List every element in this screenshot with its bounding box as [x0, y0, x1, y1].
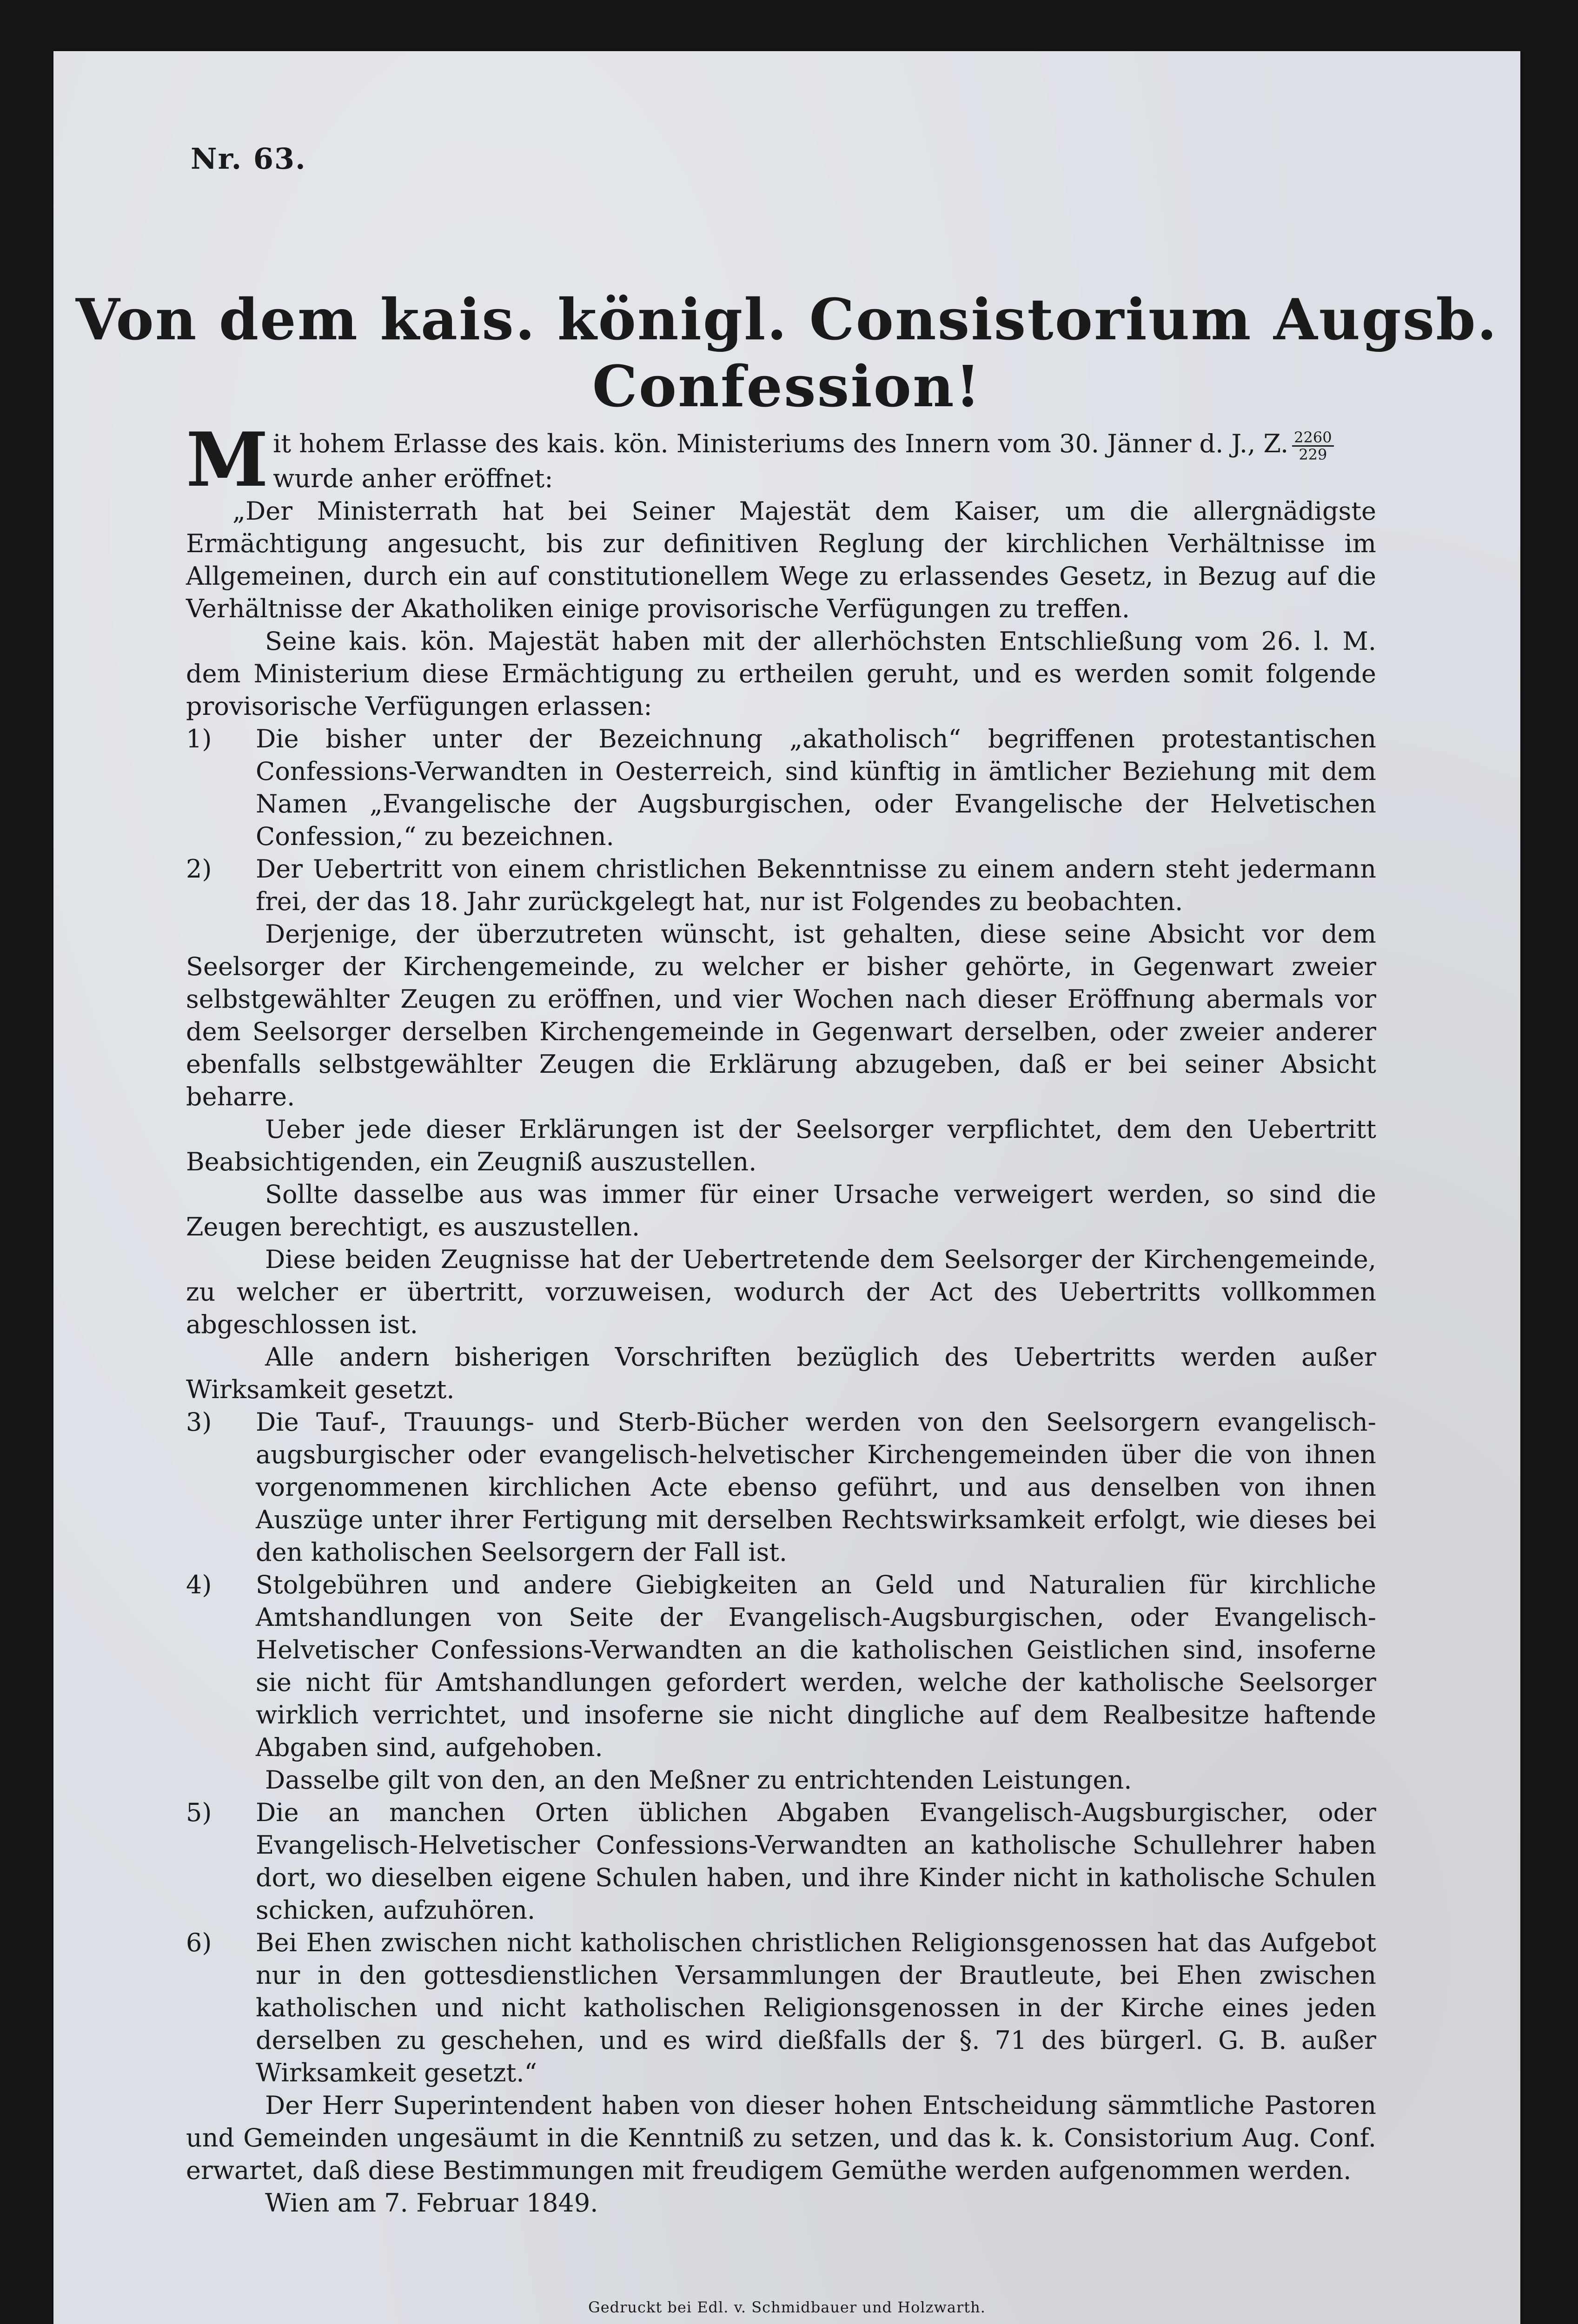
- document-number: Nr. 63.: [191, 142, 306, 176]
- sub-paragraph: Sollte dasselbe aus was immer für einer Ursache verweigert werden, so sind die Zeugen berechtigt, es auszustellen.: [186, 1179, 1376, 1241]
- sub-paragraph: Derjenige, der überzutreten wünscht, ist gehalten, diese seine Absicht vor dem Seelsorger der Kirchengemeinde, zu welcher er bisher gehörte, in Gegenwart zweier selbstgewählter Zeugen zu eröffnen, und vier Wochen nach dieser Eröffnung abermals vor dem Seelsorger derselben Kirchengemeinde in Gegenwart derselben, oder zweier anderer ebenfalls selbstgewählter Zeugen die Erklärung abzugeben, daß er bei seiner Absicht beharre.: [186, 919, 1376, 1111]
- document-sheet: [53, 51, 1520, 2324]
- intro-line-2: wurde anher eröffnet:: [273, 463, 553, 493]
- list-item: [186, 853, 1376, 918]
- document-title: Von dem kais. königl. Consistorium Augsb. Confession!: [75, 286, 1498, 420]
- paragraph-2: Seine kais. kön. Majestät haben mit der allerhöchsten Entschließung vom 26. l. M. dem Ministerium diese Ermächtigung zu ertheilen geruht, und es werden somit folgende provisorische Verfügungen erlassen:: [186, 626, 1376, 721]
- item-marker: 4): [186, 1570, 212, 1599]
- item-text: Der Uebertritt von einem christlichen Bekenntnisse zu einem andern steht jedermann frei, der das 18. Jahr zurückgelegt hat, nur ist Folgendes zu beobachten.: [256, 854, 1376, 916]
- printer-imprint: Gedruckt bei Edl. v. Schmidbauer und Holzwarth.: [588, 2298, 986, 2316]
- list-item: [186, 723, 1376, 853]
- item-text: Die Tauf-, Trauungs- und Sterb-Bücher werden von den Seelsorgern evangelisch-augsburgischer oder evangelisch-helvetischer Kirchengemeinden über die von ihnen vorgenommenen kirchlichen Acte ebenso geführt, und aus denselben von ihnen Auszüge unter ihrer Fertigung mit derselben Rechtswirksamkeit erfolgt, wie dieses bei den katholischen Seelsorgern der Fall ist.: [256, 1407, 1376, 1567]
- signature-line: Wien am 7. Februar 1849.: [265, 2188, 598, 2218]
- reference-fraction: [1292, 429, 1333, 462]
- item-marker: 6): [186, 1928, 212, 1957]
- item-text: Stolgebühren und andere Giebigkeiten an Geld und Naturalien für kirchliche Amtshandlungen von Seite der Evangelisch-Augsburgischen, oder Evangelisch-Helvetischer Confessions-Verwandten an die katholischen Geistlichen sind, insoferne sie nicht für Amtshandlungen gefordert werden, welche der katholische Seelsorger wirklich verrichtet, und insoferne sie nicht dingliche auf dem Realbesitze haftende Abgaben sind, aufgehoben.: [256, 1570, 1376, 1762]
- fraction-denominator: 229: [1299, 445, 1327, 463]
- list-item: [186, 1796, 1376, 1927]
- item-text: Bei Ehen zwischen nicht katholischen christlichen Religionsgenossen hat das Aufgebot nur in den gottesdienstlichen Versammlungen der Brautleute, bei Ehen zwischen katholischen und nicht katholischen Religionsgenossen in der Kirche eines jeden derselben zu geschehen, und es wird dießfalls der §. 71 des bürgerl. G. B. außer Wirksamkeit gesetzt.“: [256, 1928, 1376, 2087]
- item-marker: 5): [186, 1797, 212, 1827]
- intro-text: it hohem Erlasse des kais. kön. Ministeriums des Innern vom 30. Jänner d. J., Z.: [273, 429, 1289, 458]
- drop-cap: M: [186, 416, 269, 503]
- item-marker: 3): [186, 1407, 212, 1437]
- document-body: [186, 416, 1376, 2219]
- quote-paragraph: „Der Ministerrath hat bei Seiner Majestät dem Kaiser, um die allergnädigste Ermächtigung angesucht, bis zur definitiven Reglung der kirchlichen Verhältnisse im Allgemeinen, durch ein auf constitutionellem Wege zu erlassendes Gesetz, in Bezug auf die Verhältnisse der Akatholiken einige provisorische Verfügungen zu treffen.: [186, 496, 1376, 623]
- sub-paragraph: Ueber jede dieser Erklärungen ist der Seelsorger verpflichtet, dem den Uebertritt Beabsichtigenden, ein Zeugniß auszustellen.: [186, 1114, 1376, 1176]
- intro-paragraph: [186, 416, 1376, 503]
- fraction-numerator: 2260: [1292, 429, 1333, 447]
- list-item: [186, 1569, 1376, 1764]
- sub-paragraph: Diese beiden Zeugnisse hat der Uebertretende dem Seelsorger der Kirchengemeinde, zu welcher er übertritt, vorzuweisen, wodurch der Act des Uebertritts vollkommen abgeschlossen ist.: [186, 1244, 1376, 1339]
- sub-paragraph: Dasselbe gilt von den, an den Meßner zu entrichtenden Leistungen.: [265, 1765, 1132, 1795]
- sub-paragraph: Alle andern bisherigen Vorschriften bezüglich des Uebertritts werden außer Wirksamkeit gesetzt.: [186, 1342, 1376, 1404]
- item-marker: 1): [186, 724, 212, 753]
- item-text: Die bisher unter der Bezeichnung „akatholisch“ begriffenen protestantischen Confessions-Verwandten in Oesterreich, sind künftig in ämtlicher Beziehung mit dem Namen „Evangelische der Augsburgischen, oder Evangelische der Helvetischen Confession,“ zu bezeichnen.: [256, 724, 1376, 851]
- item-marker: 2): [186, 854, 212, 884]
- item-text: Die an manchen Orten üblichen Abgaben Evangelisch-Augsburgischer, oder Evangelisch-Helvetischer Confessions-Verwandten an katholische Schullehrer haben dort, wo dieselben eigene Schulen haben, und ihre Kinder nicht in katholische Schulen schicken, aufzuhören.: [256, 1797, 1376, 1925]
- list-item: [186, 1406, 1376, 1569]
- closing-paragraph: Der Herr Superintendent haben von dieser hohen Entscheidung sämmtliche Pastoren und Gemeinden ungesäumt in die Kenntniß zu setzen, und das k. k. Consistorium Aug. Conf. erwartet, daß diese Bestimmungen mit freudigem Gemüthe werden aufgenommen werden.: [186, 2090, 1376, 2185]
- list-item: [186, 1927, 1376, 2089]
